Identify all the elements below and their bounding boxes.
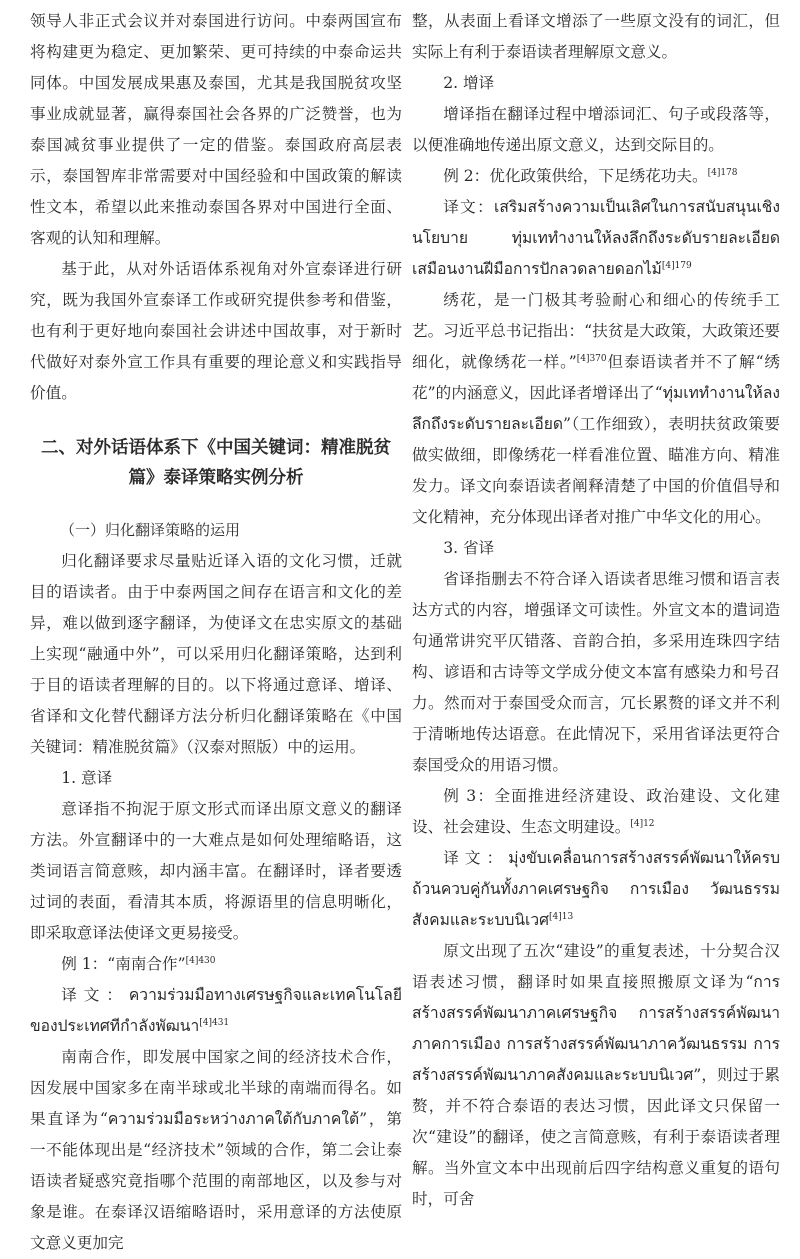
left-column: [30, 6, 402, 1259]
paragraph-free-translation: 意译指不拘泥于原文形式而译出原文意义的翻译方法。外宣翻译中的一大难点是如何处理缩略语，这类词语言简意赅，却内涵丰富。在翻译时，译者要透过词的表面，看清其本质，将源语里的信息明晰化，即采取意译法使译文更易接受。: [30, 800, 402, 942]
paragraph-omission: 省译指删去不符合译入语读者思维习惯和语言表达方式的内容，增强译文可读性。外宣文本的遣词造句通常讲究平仄错落、音韵合拍，多采用连珠四字结构、谚语和古诗等文学成分使文本富有感染力和号召力。然而对于泰国受众而言，冗长累赘的译文并不利于清晰地传达语意。在此情况下，采用省译法更符合泰国受众的用语习惯。: [412, 570, 780, 774]
example-1-text: 例 1：“南南合作”: [61, 955, 186, 973]
translation-2: [412, 192, 780, 285]
heading-amplification: 2. 增译: [443, 74, 495, 92]
citation-ref: [4]179: [661, 260, 692, 271]
section-heading-line-1: 二、对外话语体系下《中国关键词：精准脱贫: [41, 438, 391, 458]
citation-ref: [4]12: [630, 818, 655, 829]
translation-3-text: 译文：มุ่งขับเคลื่อนการสร้างสรรค์พัฒนาให้ครบถ้วนควบคู่กันทั้งภาคเศรษฐกิจ การเมือง วัฒนธรรม สังคมและระบบนิเวศ: [412, 849, 780, 929]
example-2-text: 例 2：优化政策供给，下足绣花功夫。: [443, 167, 708, 185]
section-heading: [30, 433, 402, 493]
example-1: [30, 949, 402, 980]
citation-ref: [4]370: [576, 353, 607, 364]
citation-ref: [4]431: [199, 1017, 230, 1028]
translation-2-text: 译文：เสริมสร้างความเป็นเลิศในการสนับสนุนเชิงนโยบาย ทุ่มเททำงานให้ลงลึกถึงระดับรายละเอียดเสมือนงานฝีมือการปักลวดลายดอกไม้: [412, 198, 780, 278]
heading-free-translation: 1. 意译: [61, 769, 113, 787]
translation-1-text: 译文：ความร่วมมือทางเศรษฐกิจและเทคโนโลยีของประเทศทีกำลังพัฒนา: [30, 986, 402, 1035]
paragraph-research-basis: 基于此，从对外话语体系视角对外宣泰译进行研究，既为我国外宣泰译工作或研究提供参考和借鉴，也有利于更好地向泰国社会讲述中国故事，对于新时代做好对泰外宣工作具有重要的理论意义和实践指导价值。: [30, 260, 402, 402]
translation-3: [412, 843, 780, 936]
paragraph-domestication: 归化翻译要求尽量贴近译入语的文化习惯，迁就目的语读者。由于中泰两国之间存在语言和文化的差异，难以做到逐字翻译，为使译文在忠实原文的基础上实现“融通中外”，可以采用归化翻译策略，达到利于目的语读者理解的目的。以下将通过意译、增译、省译和文化替代翻译方法分析归化翻译策略在《中国关键词：精准脱贫篇》（汉泰对照版）中的运用。: [30, 552, 402, 756]
subsection-heading: （一）归化翻译策略的运用: [60, 521, 241, 539]
paragraph-intro-continued: 领导人非正式会议并对泰国进行访问。中泰两国宣布将构建更为稳定、更加繁荣、更可持续的中泰命运共同体。中国发展成果惠及泰国，尤其是我国脱贫攻坚事业成就显著，赢得泰国社会各界的广泛赞誉，也为泰国减贫事业提供了一定的借鉴。泰国政府高层表示，泰国智库非常需要对中国经验和中国政策的解读性文本，希望以此来推动泰国各界对中国进行全面、客观的认知和理解。: [30, 12, 402, 247]
example-3-text: 例 3：全面推进经济建设、政治建设、文化建设、社会建设、生态文明建设。: [412, 787, 780, 836]
translation-1: [30, 980, 402, 1042]
paragraph-south-south: 南南合作，即发展中国家之间的经济技术合作，因发展中国家多在南半球或北半球的南端而得名。如果直译为“ความร่วมมือระหว่างภาคใต้กับภาคใต้”，第一不能体现出是“经济技术”领域的合作，第二会让泰语读者疑惑究竟指哪个范围的南部地区，以及参与对象是谁。在泰译汉语缩略语时，采用意译的方法使原文意义更加完: [30, 1048, 402, 1252]
paragraph-south-south-continued: 整，从表面上看译文增添了一些原文没有的词汇，但实际上有利于泰语读者理解原文意义。: [412, 12, 780, 61]
right-column: [412, 6, 780, 1215]
paragraph-repetition: 原文出现了五次“建设”的重复表述，十分契合汉语表述习惯，翻译时如果直接照搬原文译为“การสร้างสรรค์พัฒนาภาคเศรษฐกิจ การสร้างสรรค์พัฒนาภาคการเมือง การสร้างสรรค์พัฒนาภาควัฒนธรรม การสร้างสรรค์พัฒนาภาคสังคมและระบบนิเวศ”，则过于累赘，并不符合泰语的表达习惯，因此译文只保留一次“建设”的翻译，使之言简意赅，有利于泰语读者理解。当外宣文本中出现前后四字结构意义重复的语句时，可舍: [412, 942, 780, 1208]
embroidery-text-b: 但泰语读者并不了解“绣花”的内涵意义，因此译者增译出了“ทุ่มเททำงานให้ลงลึกถึงระดับรายละเอียด”（工作细致），表明扶贫政策要做实做细，即像绣花一样看准位置、瞄准方向、精准发力。译文向泰语读者阐释清楚了中国的价值倡导和文化精神，充分体现出译者对推广中华文化的用心。: [412, 353, 780, 526]
paragraph-amplification: 增译指在翻译过程中增添词汇、句子或段落等，以便准确地传递出原文意义，达到交际目的。: [412, 105, 780, 154]
embroidery-text-a: 绣花，是一门极其考验耐心和细心的传统手工艺。习近平总书记指出：“扶贫是大政策，大政策还要细化，就像绣花一样。”: [412, 291, 780, 371]
section-heading-line-2: 篇》泰译策略实例分析: [128, 468, 304, 488]
example-3: [412, 781, 780, 843]
paragraph-embroidery: [412, 285, 780, 533]
citation-ref: [4]178: [707, 167, 738, 178]
heading-omission: 3. 省译: [443, 539, 495, 557]
example-2: [412, 161, 780, 192]
citation-ref: [4]13: [549, 911, 574, 922]
citation-ref: [4]430: [185, 955, 216, 966]
